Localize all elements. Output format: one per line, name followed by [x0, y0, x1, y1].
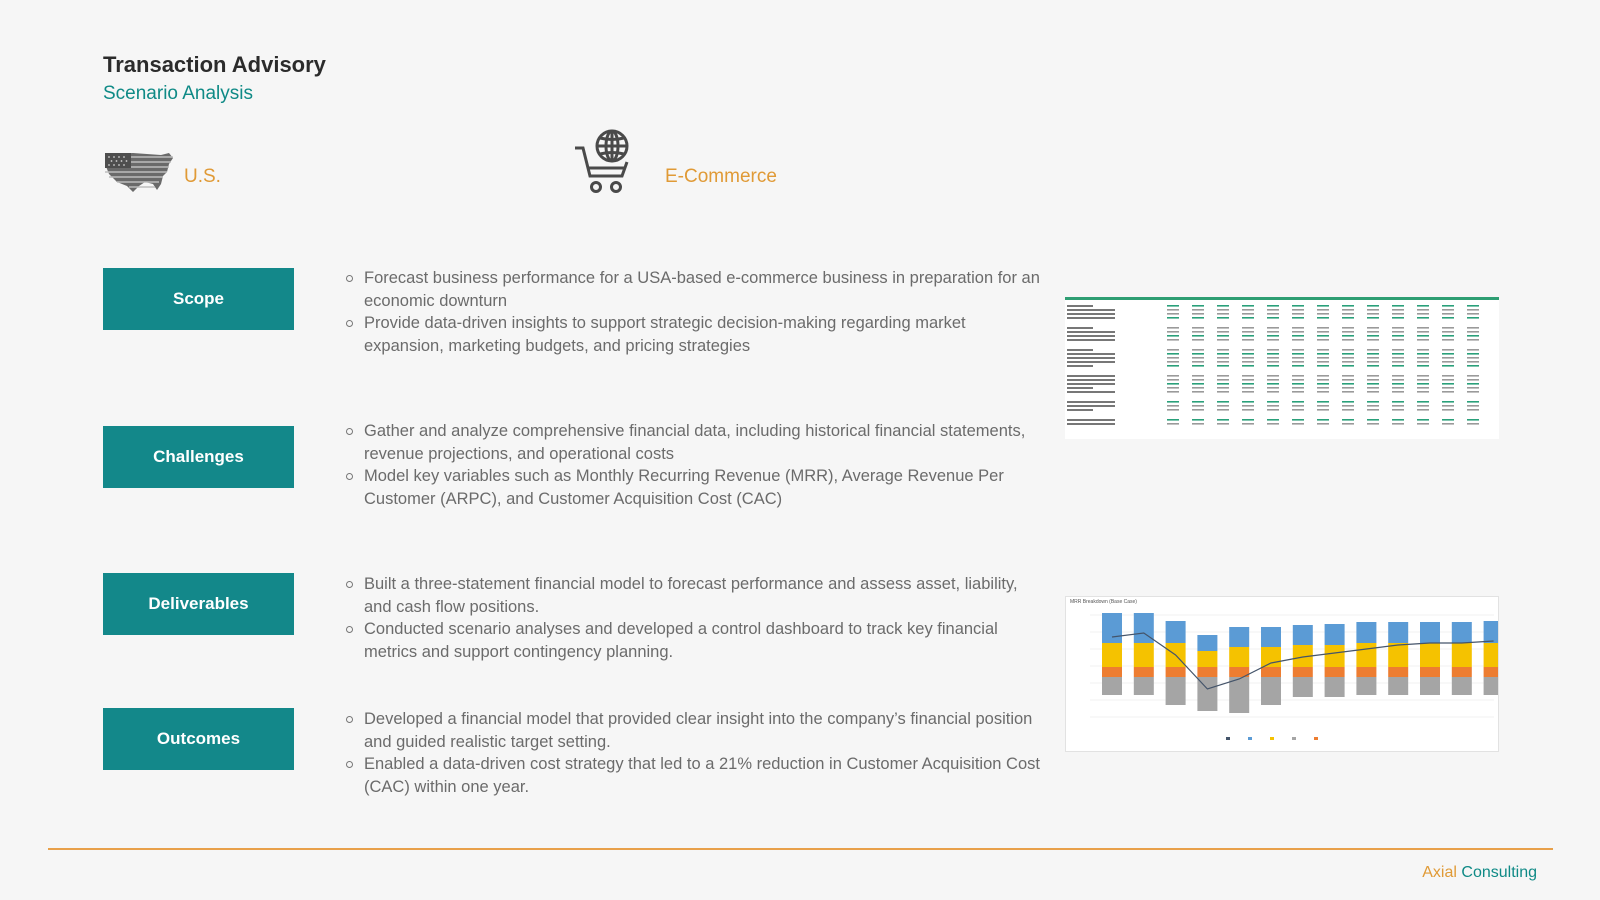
industry-tag: E-Commerce — [665, 166, 777, 187]
chart-thumbnail-title: MRR Breakdown (Base Case) — [1070, 599, 1137, 605]
spreadsheet-thumbnail — [1065, 297, 1499, 439]
bullet-item: Provide data-driven insights to support strategic decision-making regarding market expansion, marketing budgets, and pricing strategies — [346, 312, 1046, 357]
page-subtitle: Scenario Analysis — [103, 83, 253, 104]
bullet-item: Gather and analyze comprehensive financial data, including historical financial statements, revenue projections, and operational costs — [346, 420, 1046, 465]
brand-second-word: Consulting — [1461, 864, 1537, 881]
mrr-chart-thumbnail — [1065, 596, 1499, 752]
deliverables-label: Deliverables — [103, 573, 294, 635]
bullet-item: Conducted scenario analyses and developed a control dashboard to track key financial metrics and support contingency planning. — [346, 618, 1046, 663]
scope-label: Scope — [103, 268, 294, 330]
bullet-item: Model key variables such as Monthly Recurring Revenue (MRR), Average Revenue Per Customer (ARPC), and Customer Acquisition Cost (CAC) — [346, 465, 1046, 510]
country-tag: U.S. — [184, 166, 221, 187]
bullet-item: Developed a financial model that provided clear insight into the company’s financial position and guided realistic target setting. — [346, 708, 1046, 753]
outcomes-bullets — [346, 708, 1046, 798]
bullet-item: Forecast business performance for a USA-based e-commerce business in preparation for an economic downturn — [346, 267, 1046, 312]
globe-cart-icon — [574, 128, 634, 196]
bullet-item: Enabled a data-driven cost strategy that led to a 21% reduction in Customer Acquisition Cost (CAC) within one year. — [346, 753, 1046, 798]
brand-first-word: Axial — [1422, 864, 1457, 881]
footer-divider — [48, 848, 1553, 850]
usa-map-flag-icon — [103, 150, 175, 196]
bullet-item: Built a three-statement financial model to forecast performance and assess asset, liability, and cash flow positions. — [346, 573, 1046, 618]
deliverables-bullets — [346, 573, 1046, 663]
scope-bullets — [346, 267, 1046, 357]
page-title: Transaction Advisory — [103, 52, 326, 77]
brand-logo — [1422, 864, 1537, 882]
challenges-label: Challenges — [103, 426, 294, 488]
outcomes-label: Outcomes — [103, 708, 294, 770]
challenges-bullets — [346, 420, 1046, 510]
